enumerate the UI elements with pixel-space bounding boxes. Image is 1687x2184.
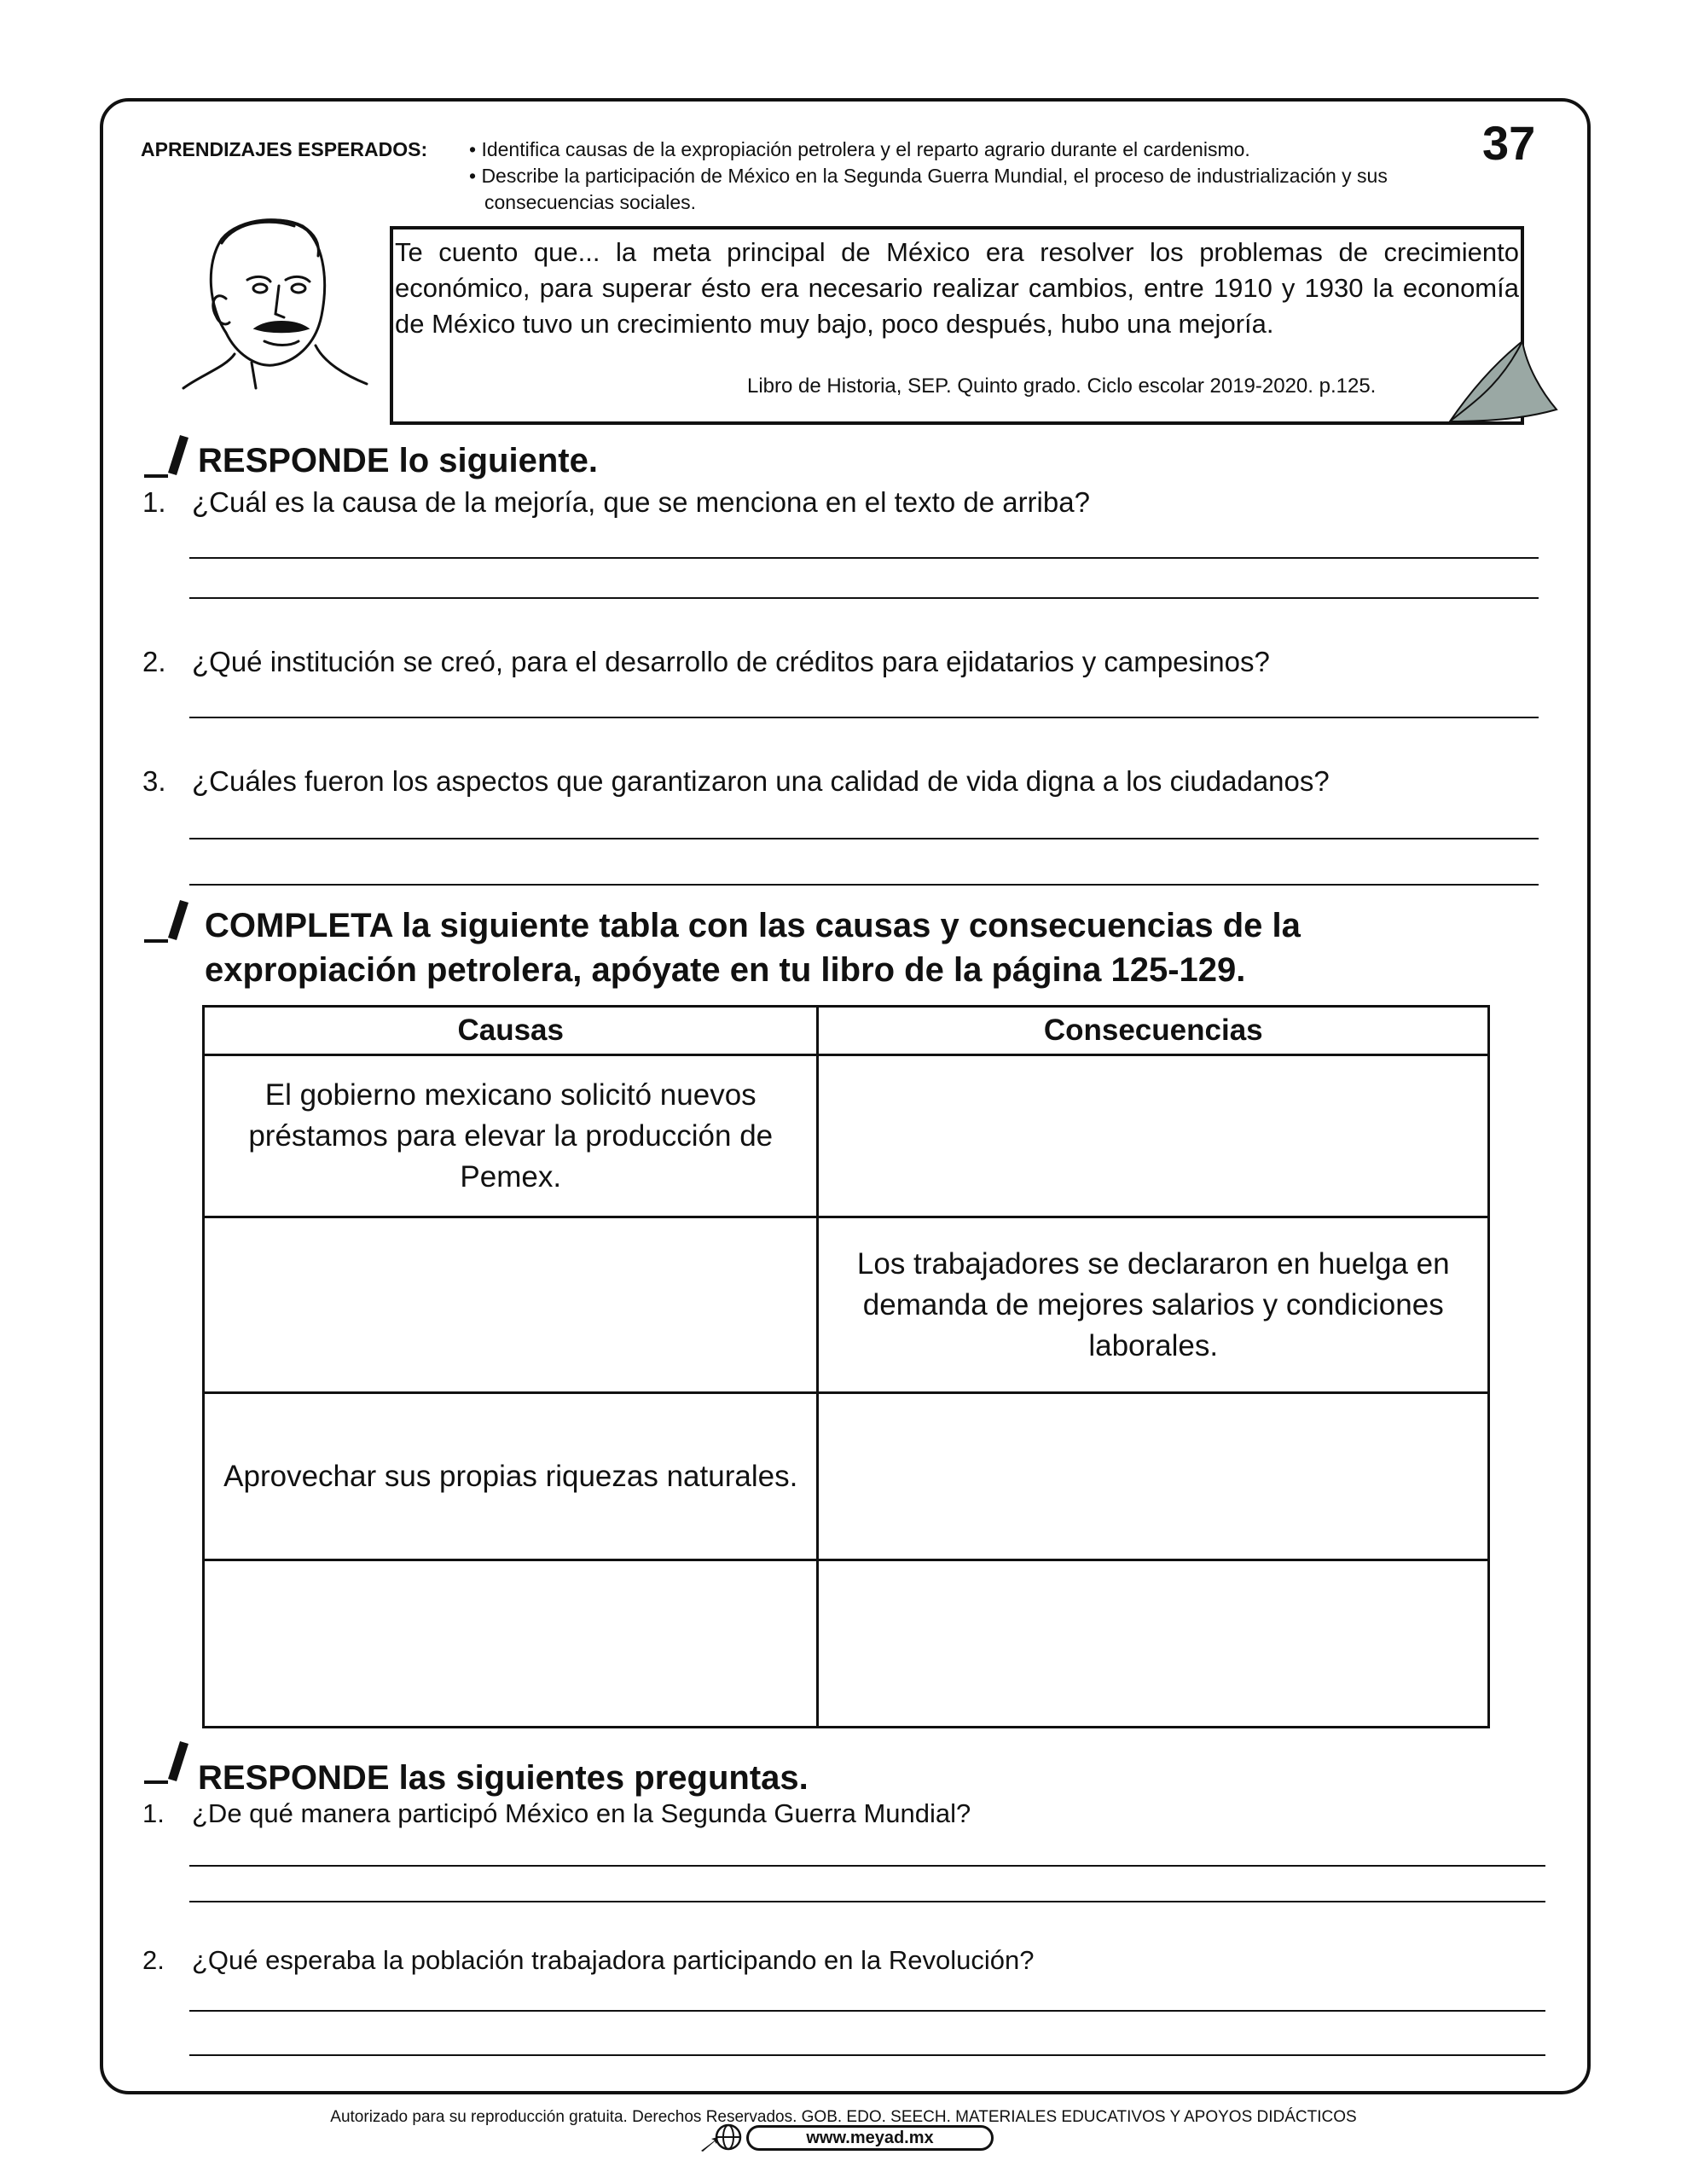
section-title: RESPONDE lo siguiente. xyxy=(198,442,598,479)
answer-line[interactable] xyxy=(189,884,1539,886)
question xyxy=(142,765,1330,798)
answer-line[interactable] xyxy=(189,717,1539,718)
table-cell-blank[interactable] xyxy=(204,1217,818,1393)
objective-item: • Describe la participación de México en la Segunda Guerra Mundial, el proceso de industrialización y sus xyxy=(469,165,1388,187)
question-number: 1. xyxy=(142,1798,165,1828)
table-row xyxy=(204,1393,1489,1560)
causes-consequences-table xyxy=(202,1005,1490,1728)
question-number: 1. xyxy=(142,486,166,518)
question xyxy=(142,486,1090,519)
table-cell-blank[interactable] xyxy=(204,1560,818,1728)
objective-item: • Identifica causas de la expropiación petrolera y el reparto agrario durante el cardenismo. xyxy=(469,138,1250,160)
table-cell: El gobierno mexicano solicitó nuevos préstamos para elevar la producción de Pemex. xyxy=(204,1055,818,1217)
question-number: 2. xyxy=(142,646,166,677)
table-cell: Aprovechar sus propias riquezas naturales. xyxy=(204,1393,818,1560)
answer-line[interactable] xyxy=(189,597,1539,599)
page-curl-icon xyxy=(1441,333,1561,427)
table-cell: Los trabajadores se declararon en huelga en demanda de mejores salarios y condiciones laborales. xyxy=(818,1217,1489,1393)
question-text: ¿Qué institución se creó, para el desarrollo de créditos para ejidatarios y campesinos? xyxy=(192,646,1270,677)
question-text: ¿De qué manera participó México en la Segunda Guerra Mundial? xyxy=(192,1798,971,1828)
quote-text: Te cuento que... la meta principal de México era resolver los problemas de crecimiento económico, para superar ésto era necesario realizar cambios, entre 1910 y 1930 la economía de México tuvo un crecimiento muy bajo, poco después, hubo una mejoría. xyxy=(395,237,1519,339)
answer-line[interactable] xyxy=(189,838,1539,839)
page-number: 37 xyxy=(1482,116,1536,170)
table-cell-blank[interactable] xyxy=(818,1560,1489,1728)
table-cell-blank[interactable] xyxy=(818,1055,1489,1217)
question-number: 3. xyxy=(142,765,166,797)
question-number: 2. xyxy=(142,1945,165,1975)
table-row xyxy=(204,1217,1489,1393)
table-row xyxy=(204,1055,1489,1217)
question-text: ¿Qué esperaba la población trabajadora participando en la Revolución? xyxy=(192,1945,1035,1975)
answer-line[interactable] xyxy=(189,2010,1545,2012)
quote-box xyxy=(390,226,1524,425)
answer-line[interactable] xyxy=(189,1901,1545,1902)
footer-text: Autorizado para su reproducción gratuita. Derechos Reservados. GOB. EDO. SEECH. MATERIALES EDUCATIVOS Y APOYOS DIDÁCTICOS xyxy=(330,2108,1357,2126)
table-header: Consecuencias xyxy=(818,1007,1489,1055)
question xyxy=(142,646,1270,678)
section-title: expropiación petrolera, apóyate en tu libro de la página 125-129. xyxy=(205,951,1246,989)
table-header: Causas xyxy=(204,1007,818,1055)
objectives-label: APRENDIZAJES ESPERADOS: xyxy=(141,138,428,160)
quote-source: Libro de Historia, SEP. Quinto grado. Ciclo escolar 2019-2020. p.125. xyxy=(747,375,1377,398)
question-text: ¿Cuáles fueron los aspectos que garantizaron una calidad de vida digna a los ciudadanos? xyxy=(192,765,1330,797)
portrait-illustration xyxy=(175,205,371,392)
website-link[interactable]: www.meyad.mx xyxy=(746,2125,994,2151)
question xyxy=(142,1945,1035,1976)
question xyxy=(142,1798,971,1829)
pencil-icon xyxy=(142,893,194,944)
pencil-icon xyxy=(142,1734,194,1786)
globe-arrow-icon xyxy=(699,2122,747,2152)
answer-line[interactable] xyxy=(189,557,1539,559)
table-cell-blank[interactable] xyxy=(818,1393,1489,1560)
table-row xyxy=(204,1560,1489,1728)
objective-item: consecuencias sociales. xyxy=(484,191,697,213)
pencil-icon xyxy=(142,428,194,479)
question-text: ¿Cuál es la causa de la mejoría, que se menciona en el texto de arriba? xyxy=(192,486,1090,518)
section-title: RESPONDE las siguientes preguntas. xyxy=(198,1759,809,1797)
answer-line[interactable] xyxy=(189,1865,1545,1867)
section-title: COMPLETA la siguiente tabla con las causas y consecuencias de la xyxy=(205,907,1301,944)
answer-line[interactable] xyxy=(189,2054,1545,2056)
